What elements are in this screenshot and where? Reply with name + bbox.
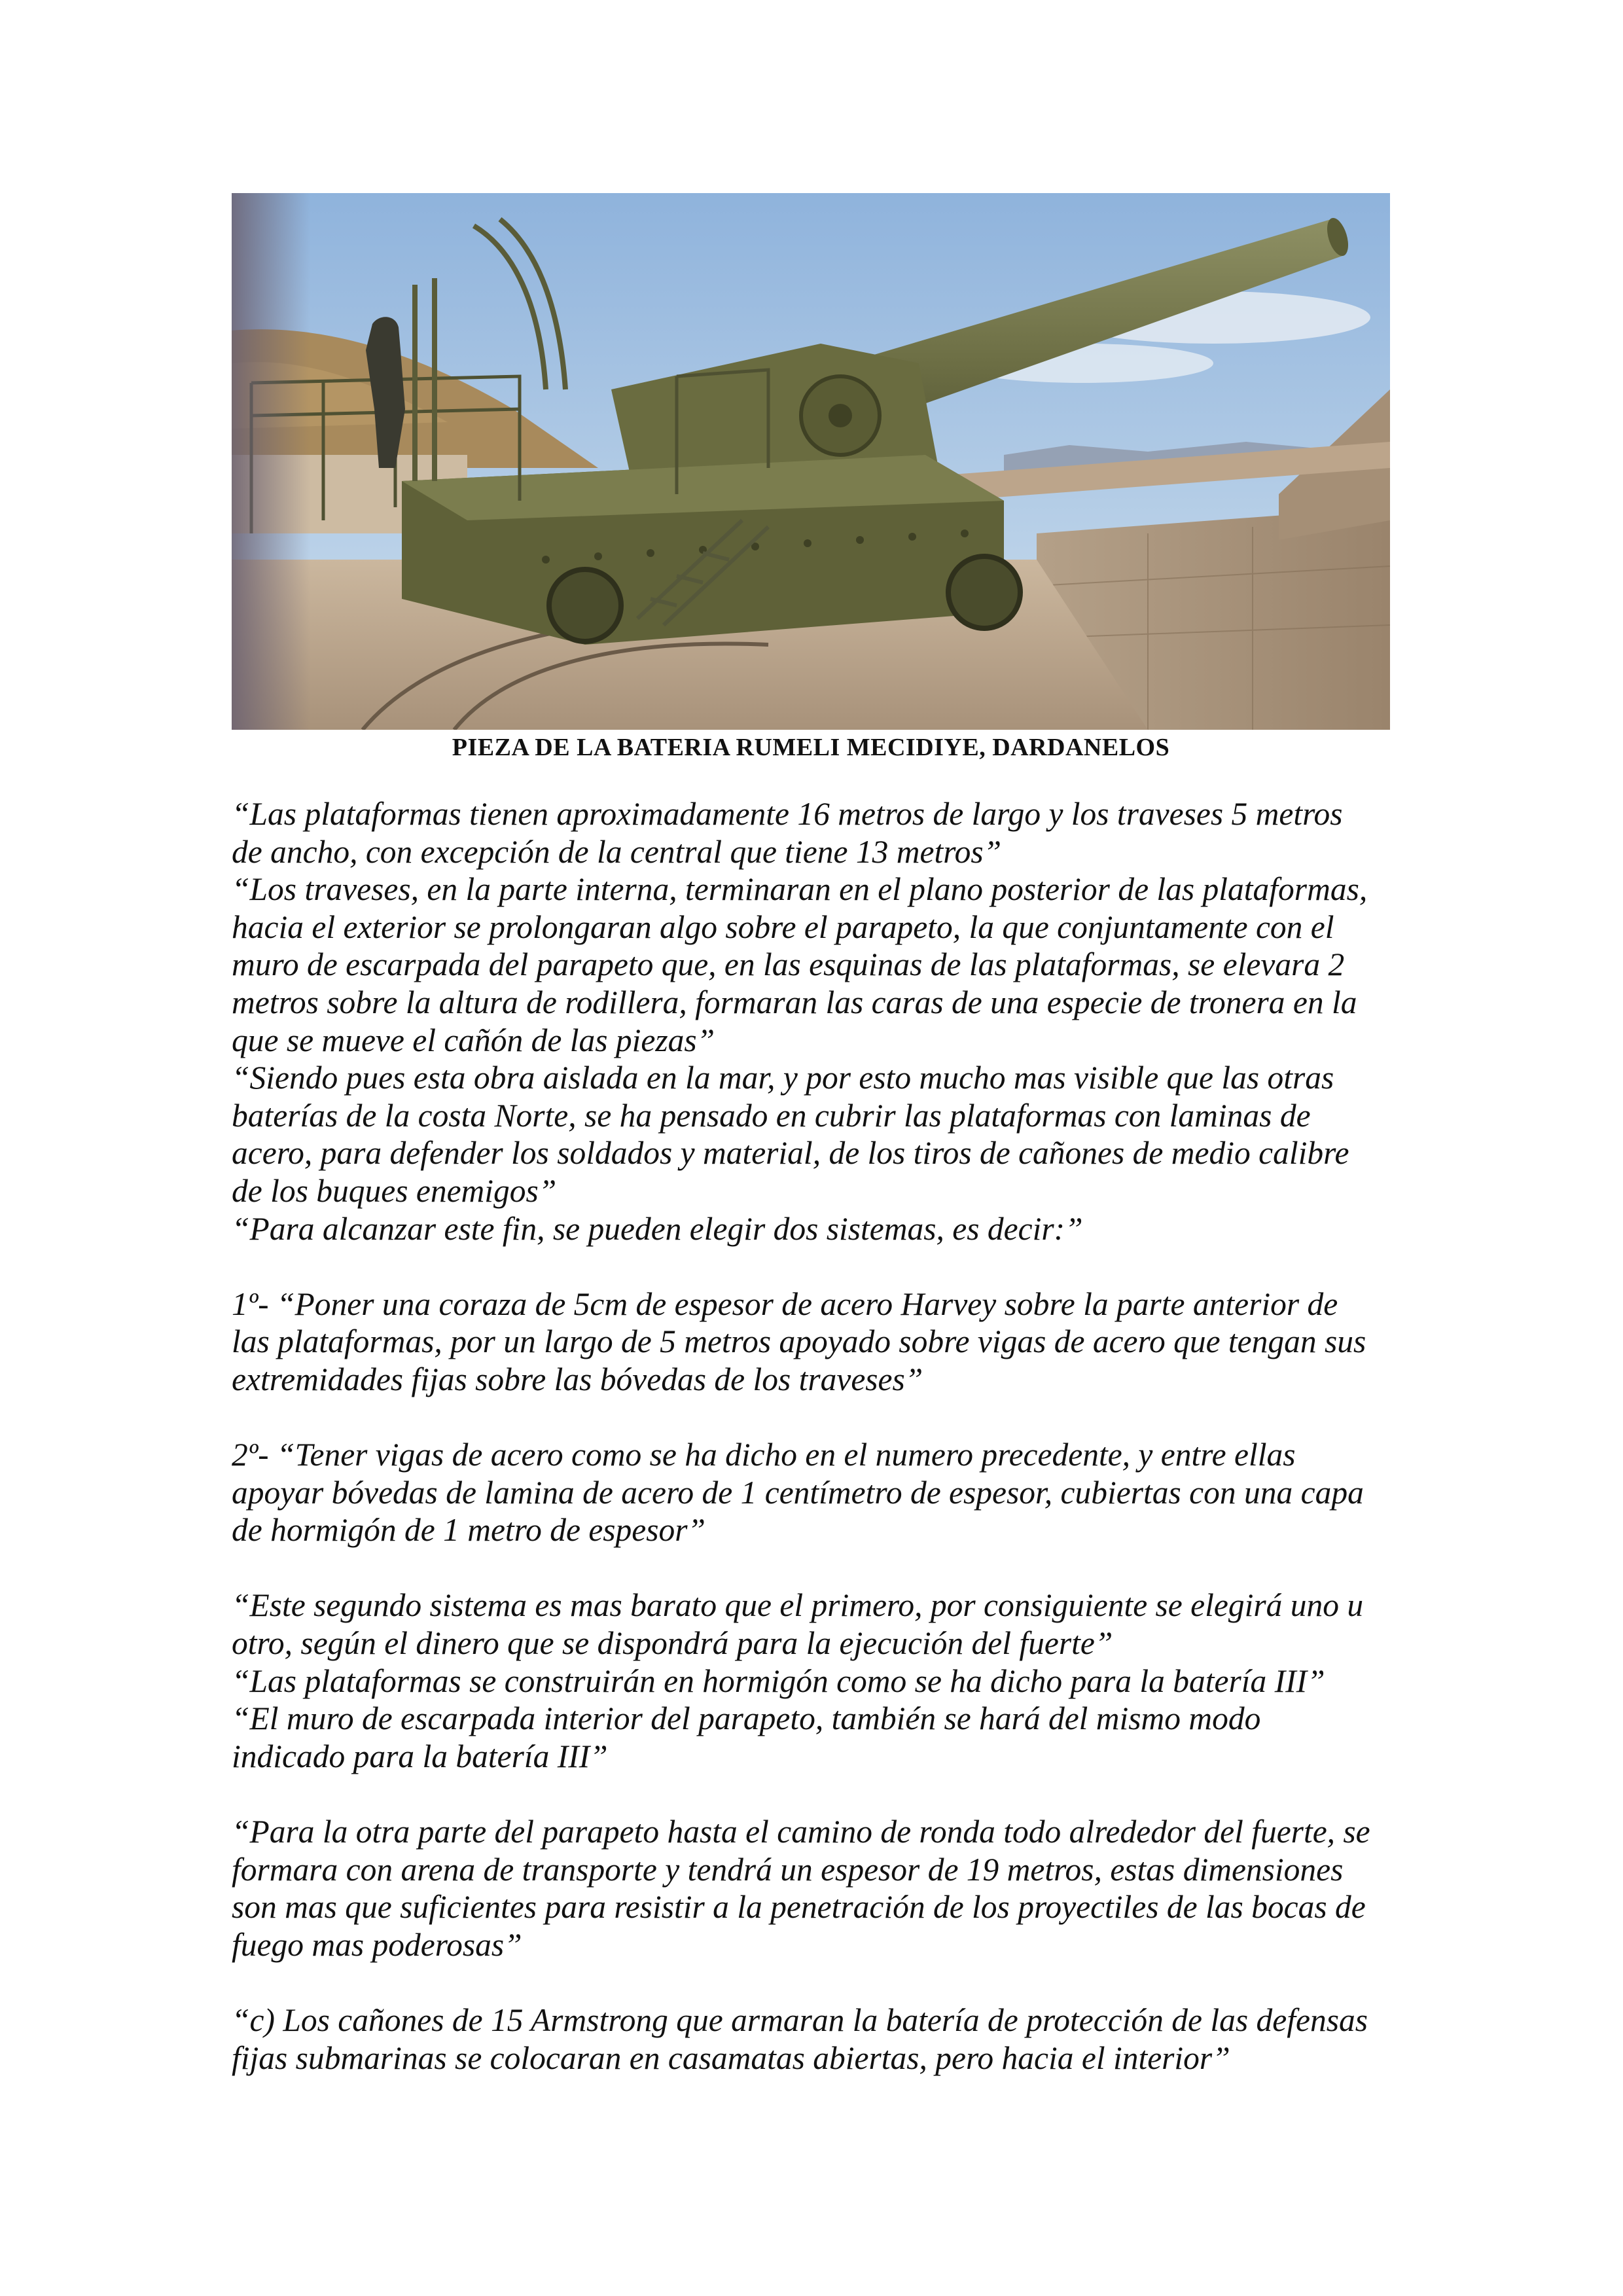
text-line: de hormigón de 1 metro de espesor”	[232, 1512, 706, 1549]
text-line: muro de escarpada del parapeto que, en las esquinas de las plataformas, se elevara 2	[232, 946, 1345, 983]
paragraph-gap	[232, 1247, 1397, 1285]
text-line: de los buques enemigos”	[232, 1172, 557, 1209]
paragraph-block	[232, 1285, 1397, 1399]
text-line: “Para alcanzar este fin, se pueden elegir dos sistemas, es decir:”	[232, 1210, 1083, 1247]
text-line: “Siendo pues esta obra aislada en la mar, y por esto mucho mas visible que las otras	[232, 1060, 1334, 1096]
text-line: apoyar bóvedas de lamina de acero de 1 centímetro de espesor, cubiertas con una capa	[232, 1474, 1364, 1511]
text-line: baterías de la costa Norte, se ha pensado en cubrir las plataformas con laminas de	[232, 1097, 1311, 1134]
paragraph-block	[232, 795, 1397, 1247]
text-line: extremidades fijas sobre las bóvedas de los traveses”	[232, 1361, 923, 1397]
text-line: “Las plataformas tienen aproximadamente 16 metros de largo y los traveses 5 metros	[232, 796, 1343, 832]
text-line: 1º- “Poner una coraza de 5cm de espesor de acero Harvey sobre la parte anterior de	[232, 1285, 1338, 1322]
paragraph-block	[232, 1587, 1397, 1775]
text-line: acero, para defender los soldados y material, de los tiros de cañones de medio calibre	[232, 1135, 1349, 1172]
body-text	[232, 795, 1397, 2077]
text-line: son mas que suficientes para resistir a la penetración de los proyectiles de las bocas de	[232, 1889, 1366, 1926]
paragraph-block	[232, 1436, 1397, 1549]
text-line: “Para la otra parte del parapeto hasta el camino de ronda todo alrededor del fuerte, se	[232, 1814, 1370, 1850]
text-line: que se mueve el cañón de las piezas”	[232, 1022, 715, 1058]
text-line: 2º- “Tener vigas de acero como se ha dicho en el numero precedente, y entre ellas	[232, 1437, 1296, 1473]
text-line: “c) Los cañones de 15 Armstrong que armaran la batería de protección de las defensas	[232, 2002, 1368, 2038]
text-line: indicado para la batería III”	[232, 1738, 608, 1774]
text-line: “Las plataformas se construirán en hormigón como se ha dicho para la batería III”	[232, 1662, 1325, 1699]
text-line: “El muro de escarpada interior del parapeto, también se hará del mismo modo	[232, 1700, 1261, 1737]
text-line: de ancho, con excepción de la central que tiene 13 metros”	[232, 833, 1002, 870]
text-line: fuego mas poderosas”	[232, 1926, 522, 1963]
text-line: “Este segundo sistema es mas barato que el primero, por consiguiente se elegirá uno u	[232, 1587, 1364, 1624]
text-line: otro, según el dinero que se dispondrá para la ejecución del fuerte”	[232, 1625, 1113, 1662]
text-line: “Los traveses, en la parte interna, terminaran en el plano posterior de las plataformas,	[232, 871, 1368, 908]
paragraph-block	[232, 1813, 1397, 1964]
paragraph-block	[232, 2001, 1397, 2077]
paragraph-gap	[232, 1399, 1397, 1437]
text-line: formara con arena de transporte y tendrá un espesor de 19 metros, estas dimensiones	[232, 1851, 1344, 1888]
paragraph-gap	[232, 1964, 1397, 2001]
figure-caption: PIEZA DE LA BATERIA RUMELI MECIDIYE, DARDANELOS	[452, 734, 1170, 761]
text-line: las plataformas, por un largo de 5 metros apoyado sobre vigas de acero que tengan sus	[232, 1323, 1366, 1360]
paragraph-gap	[232, 1775, 1397, 1813]
text-line: fijas submarinas se colocaran en casamatas abiertas, pero hacia el interior”	[232, 2039, 1230, 2076]
paragraph-gap	[232, 1549, 1397, 1587]
photo-coastal-gun	[232, 193, 1390, 730]
text-line: metros sobre la altura de rodillera, formaran las caras de una especie de tronera en la	[232, 984, 1357, 1020]
text-line: hacia el exterior se prolongaran algo sobre el parapeto, la que conjuntamente con el	[232, 908, 1334, 945]
